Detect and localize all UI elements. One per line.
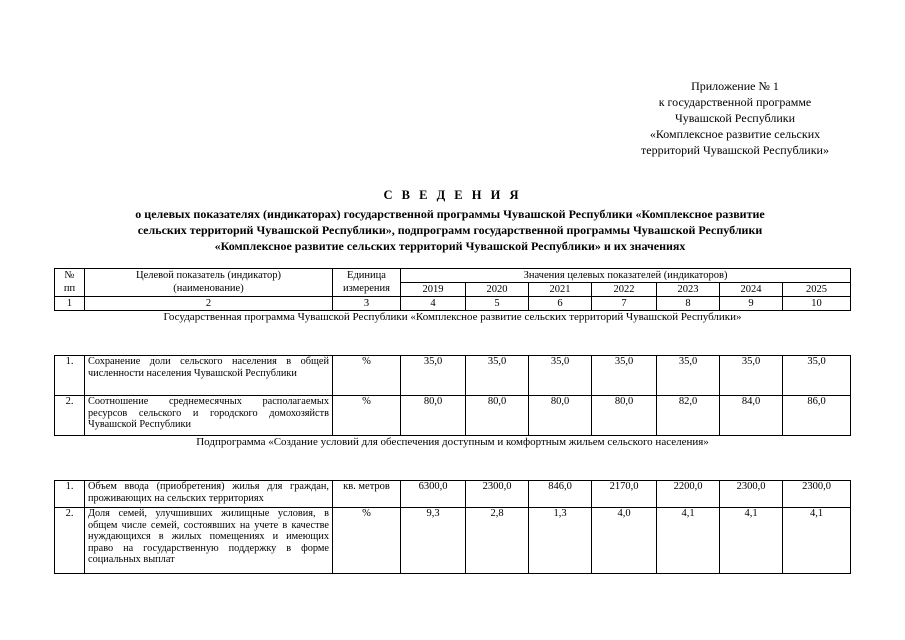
section-title: Подпрограмма «Создание условий для обеспечения доступным и комфортным жильем сельского населения» (196, 436, 709, 448)
appendix-line: «Комплексное развитие сельских (649, 127, 821, 141)
value-cell: 80,0 (401, 396, 466, 436)
indicators-table (54, 268, 851, 574)
row-number: 2. (55, 508, 85, 574)
column-number: 4 (401, 297, 466, 311)
value-cell: 1,3 (529, 508, 592, 574)
value-cell: 80,0 (592, 396, 657, 436)
row-number: 1. (55, 356, 85, 396)
value-cell: 35,0 (720, 356, 783, 396)
header-year: 2023 (657, 283, 720, 297)
value-cell: 2300,0 (466, 481, 529, 508)
column-number-row (55, 297, 851, 311)
column-number: 7 (592, 297, 657, 311)
table-row (55, 356, 851, 396)
unit-cell: % (333, 508, 401, 574)
unit-cell: % (333, 356, 401, 396)
value-cell: 2,8 (466, 508, 529, 574)
appendix-line: территорий Чувашской Республики» (641, 143, 829, 157)
value-cell: 4,0 (592, 508, 657, 574)
header-year: 2021 (529, 283, 592, 297)
indicator-name: Сохранение доли сельского населения в общей численности населения Чувашской Республики (85, 356, 333, 396)
header-year: 2022 (592, 283, 657, 297)
value-cell: 2300,0 (783, 481, 851, 508)
indicator-name: Доля семей, улучшивших жилищные условия, в общем числе семей, состоявших на учете в качестве нуждающихся в жилых помещениях и имеющих право на государственную поддержку в форме социальных выплат (85, 508, 333, 574)
value-cell: 35,0 (657, 356, 720, 396)
header-year: 2025 (783, 283, 851, 297)
value-cell: 4,1 (783, 508, 851, 574)
column-number: 2 (85, 297, 333, 311)
column-number: 6 (529, 297, 592, 311)
value-cell: 6300,0 (401, 481, 466, 508)
value-cell: 80,0 (529, 396, 592, 436)
value-cell: 35,0 (783, 356, 851, 396)
value-cell: 80,0 (466, 396, 529, 436)
column-number: 10 (783, 297, 851, 311)
value-cell: 4,1 (657, 508, 720, 574)
column-number: 8 (657, 297, 720, 311)
header-unit: Единица измерения (333, 269, 401, 297)
value-cell: 846,0 (529, 481, 592, 508)
table-row (55, 481, 851, 508)
section-heading-row (55, 436, 851, 481)
value-cell: 35,0 (466, 356, 529, 396)
header-indicator: Целевой показатель (индикатор) (наименование) (85, 269, 333, 297)
row-number: 2. (55, 396, 85, 436)
unit-cell: кв. метров (333, 481, 401, 508)
value-cell: 86,0 (783, 396, 851, 436)
indicator-name: Объем ввода (приобретения) жилья для граждан, проживающих на сельских территориях (85, 481, 333, 508)
appendix-note (600, 78, 870, 158)
column-number: 5 (466, 297, 529, 311)
header-row-1 (55, 269, 851, 283)
column-number: 9 (720, 297, 783, 311)
section-heading-row (55, 311, 851, 356)
value-cell: 2200,0 (657, 481, 720, 508)
subtitle-line: о целевых показателях (индикаторах) государственной программы Чувашской Республики «Комплексное развитие (135, 207, 765, 221)
document-subtitle (60, 206, 840, 254)
indicator-name: Соотношение среднемесячных располагаемых ресурсов сельского и городского домохозяйств Чувашской Республики (85, 396, 333, 436)
value-cell: 4,1 (720, 508, 783, 574)
appendix-line: к государственной программе (658, 95, 812, 109)
section-title: Государственная программа Чувашской Республики «Комплексное развитие сельских территорий Чувашской Республики» (163, 311, 742, 323)
value-cell: 82,0 (657, 396, 720, 436)
table-row (55, 508, 851, 574)
table-row (55, 396, 851, 436)
header-values-group: Значения целевых показателей (индикаторов) (401, 269, 851, 283)
unit-cell: % (333, 396, 401, 436)
value-cell: 84,0 (720, 396, 783, 436)
row-number: 1. (55, 481, 85, 508)
value-cell: 2300,0 (720, 481, 783, 508)
value-cell: 35,0 (592, 356, 657, 396)
column-number: 3 (333, 297, 401, 311)
document-title: С В Е Д Е Н И Я (383, 188, 522, 202)
column-number: 1 (55, 297, 85, 311)
subtitle-line: сельских территорий Чувашской Республики», подпрограмм государственной программы Чувашской Республики (137, 223, 763, 237)
appendix-line: Чувашской Республики (674, 111, 796, 125)
header-no: № пп (55, 269, 85, 297)
value-cell: 35,0 (401, 356, 466, 396)
value-cell: 9,3 (401, 508, 466, 574)
appendix-line: Приложение № 1 (691, 79, 779, 93)
header-year: 2020 (466, 283, 529, 297)
header-year: 2019 (401, 283, 466, 297)
value-cell: 2170,0 (592, 481, 657, 508)
subtitle-line: «Комплексное развитие сельских территорий Чувашской Республики» и их значениях (214, 239, 686, 253)
header-year: 2024 (720, 283, 783, 297)
value-cell: 35,0 (529, 356, 592, 396)
